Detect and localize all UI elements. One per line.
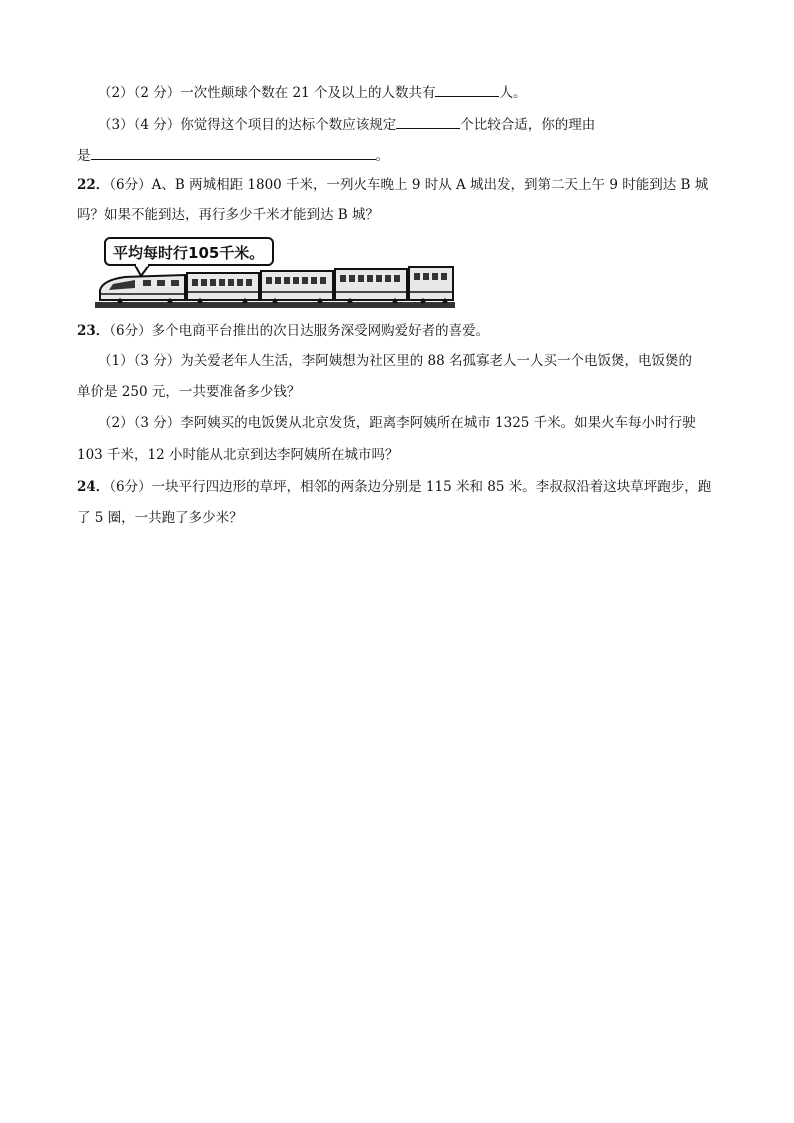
answer-blank[interactable] bbox=[396, 114, 460, 129]
q23-line1 bbox=[77, 322, 489, 340]
train-illustration bbox=[95, 232, 455, 312]
train-drawing bbox=[95, 232, 455, 312]
q21-part3-continuation bbox=[77, 145, 389, 165]
q22-text-cont: 吗？如果不能到达，再行多少千米才能到达 B 城？ bbox=[77, 207, 380, 223]
q21-part2-suffix: 人。 bbox=[499, 85, 527, 101]
answer-blank[interactable] bbox=[435, 82, 499, 97]
speech-bubble-text: 平均每时行105千米。 bbox=[113, 244, 265, 262]
q21-part2 bbox=[98, 82, 526, 102]
q23-part2-line2 bbox=[77, 446, 399, 464]
q23-part1-line1 bbox=[98, 352, 692, 370]
q22-line2 bbox=[77, 206, 379, 224]
q22-line1 bbox=[77, 176, 708, 194]
answer-blank[interactable] bbox=[91, 145, 376, 160]
q24-text-cont: 了 5 圈，一共跑了多少米？ bbox=[77, 510, 243, 526]
q21-part2-text: （2）（2 分）一次性颠球个数在 21 个及以上的人数共有 bbox=[98, 85, 436, 101]
q21-part3-cont-suffix: 。 bbox=[375, 148, 389, 164]
q23-text: （6分）多个电商平台推出的次日达服务深受网购爱好者的喜爱。 bbox=[109, 323, 490, 339]
q21-part3 bbox=[98, 114, 595, 134]
q22-text: （6分）A、B 两城相距 1800 千米，一列火车晚上 9 时从 A 城出发，到第二天上午 9 时能到达 B 城 bbox=[109, 177, 709, 193]
q23-part2-text: （2）（3 分）李阿姨买的电饭煲从北京发货，距离李阿姨所在城市 1325 千米。如果火车每小时行驶 bbox=[98, 415, 696, 431]
q21-part3-suffix: 个比较合适，你的理由 bbox=[460, 117, 596, 133]
q24-line2 bbox=[77, 509, 243, 527]
q21-part3-cont-prefix: 是 bbox=[77, 148, 91, 164]
q21-part3-text: （3）（4 分）你觉得这个项目的达标个数应该规定 bbox=[98, 117, 397, 133]
q23-part1-line2 bbox=[77, 383, 300, 401]
q24-text: （6分）一块平行四边形的草坪，相邻的两条边分别是 115 米和 85 米。李叔叔沿着这块草坪跑步，跑 bbox=[109, 479, 712, 495]
question-number: 23． bbox=[77, 323, 110, 339]
q23-part2-text-cont: 103 千米，12 小时能从北京到达李阿姨所在城市吗？ bbox=[77, 447, 399, 463]
q23-part1-text: （1）（3 分）为关爱老年人生活，李阿姨想为社区里的 88 名孤寡老人一人买一个电饭煲，电饭煲的 bbox=[98, 353, 692, 369]
question-number: 22． bbox=[77, 177, 110, 193]
q23-part2-line1 bbox=[98, 414, 696, 432]
q24-line1 bbox=[77, 478, 711, 496]
question-number: 24． bbox=[77, 479, 110, 495]
q23-part1-text-cont: 单价是 250 元，一共要准备多少钱？ bbox=[77, 384, 301, 400]
